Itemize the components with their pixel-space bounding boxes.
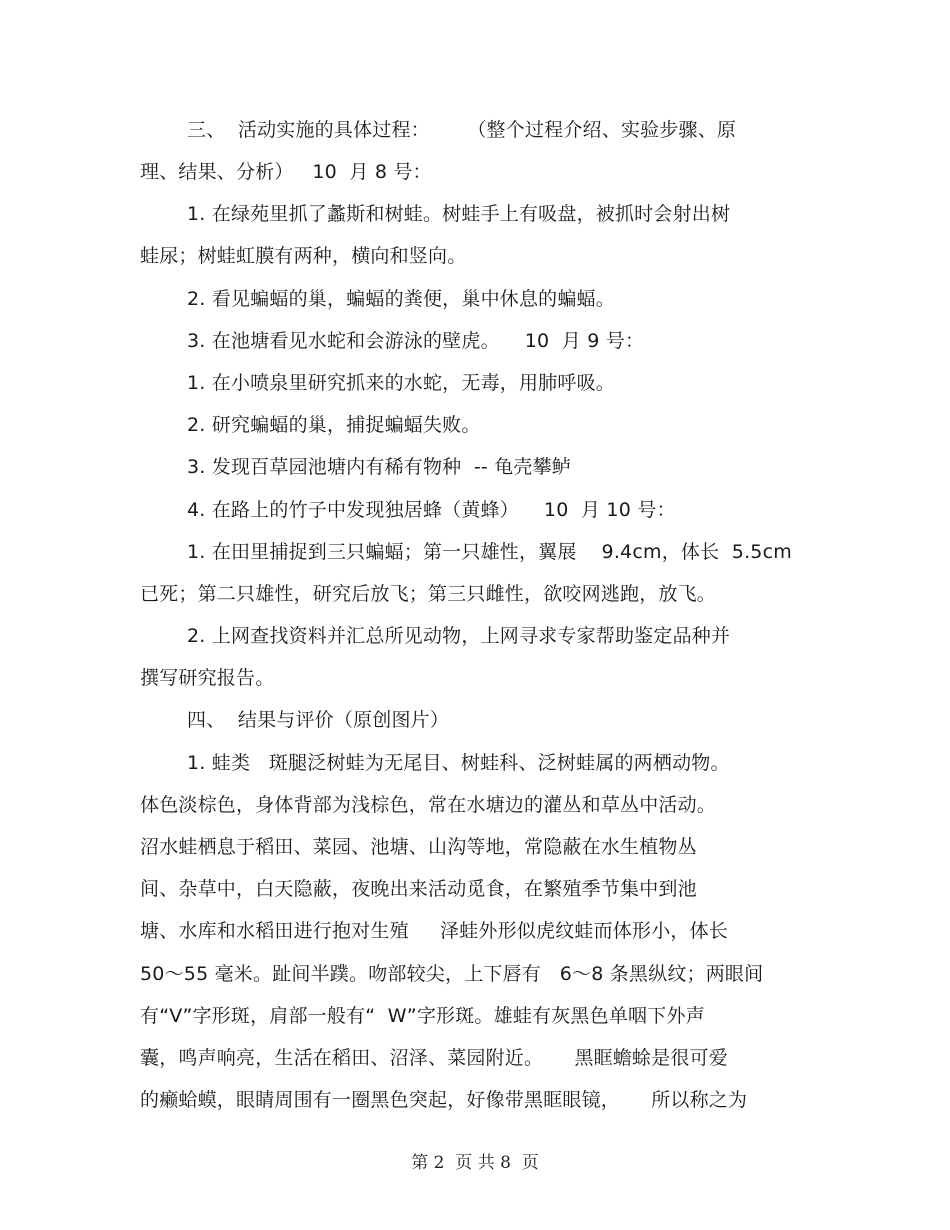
paragraph-line: 囊，鸣声响亮，生活在稻田、沼泽、菜园附近。 黑眶蟾蜍是很可爱 <box>140 1047 728 1069</box>
list-item-line: 2. 研究蝙蝠的巢，捕捉蝙蝠失败。 <box>187 414 481 436</box>
paragraph-line: 已死；第二只雄性，研究后放飞；第三只雌性，欲咬网逃跑，放飞。 <box>140 583 717 605</box>
paragraph-line: 有“V”字形斑，肩部一般有“ W”字形斑。雄蛙有灰黑色单咽下外声 <box>140 1005 705 1027</box>
paragraph-line: 50～55 毫米。趾间半蹼。吻部较尖，上下唇有 6～8 条黑纵纹；两眼间 <box>140 963 764 985</box>
list-item-line: 3. 在池塘看见水蛇和会游泳的壁虎。 10 月 9 号： <box>187 330 645 352</box>
page-number-footer: 第 2 页 共 8 页 <box>411 1153 539 1173</box>
paragraph-line: 的癞蛤蟆，眼睛周围有一圈黑色突起，好像带黑眶眼镜， 所以称之为 <box>140 1089 748 1111</box>
list-item-line: 2. 看见蝙蝠的巢，蝙蝠的粪便，巢中休息的蝙蝠。 <box>187 288 615 310</box>
paragraph-line: 塘、水库和水稻田进行抱对生殖 泽蛙外形似虎纹蛙而体形小，体长 <box>140 920 728 942</box>
list-item-line: 1. 在绿苑里抓了蠡斯和树蛙。树蛙手上有吸盘，被抓时会射出树 <box>187 203 731 225</box>
paragraph-line: 间、杂草中，白天隐蔽，夜晚出来活动觅食，在繁殖季节集中到池 <box>140 878 697 900</box>
list-item-line: 3. 发现百草园池塘内有稀有物种 -- 龟壳攀鲈 <box>187 456 571 478</box>
list-item-line: 4. 在路上的竹子中发现独居蜂（黄蜂） 10 月 10 号： <box>187 499 676 521</box>
list-item-line: 1. 在小喷泉里研究抓来的水蛇，无毒，用肺呼吸。 <box>187 372 615 394</box>
section-heading-three: 三、 活动实施的具体过程： （整个过程介绍、实验步骤、原 <box>187 119 737 141</box>
list-item-line: 1. 在田里捕捉到三只蝙蝠；第一只雄性，翼展 9.4cm，体长 5.5cm <box>187 541 792 563</box>
paragraph-line: 体色淡棕色，身体背部为浅棕色，常在水塘边的灌丛和草丛中活动。 <box>140 794 717 816</box>
list-item-line: 2. 上网查找资料并汇总所见动物，上网寻求专家帮助鉴定品种并 <box>187 625 731 647</box>
paragraph-line: 蛙尿；树蛙虹膜有两种，横向和竖向。 <box>140 245 467 267</box>
list-item-line: 1. 蛙类 斑腿泛树蛙为无尾目、树蛙科、泛树蛙属的两栖动物。 <box>187 752 730 774</box>
paragraph-line: 理、结果、分析） 10 月 8 号： <box>140 161 432 183</box>
section-heading-four: 四、 结果与评价（原创图片） <box>187 709 450 731</box>
paragraph-line: 撰写研究报告。 <box>140 667 275 689</box>
paragraph-line: 沼水蛙栖息于稻田、菜园、池塘、山沟等地，常隐蔽在水生植物丛 <box>140 836 697 858</box>
